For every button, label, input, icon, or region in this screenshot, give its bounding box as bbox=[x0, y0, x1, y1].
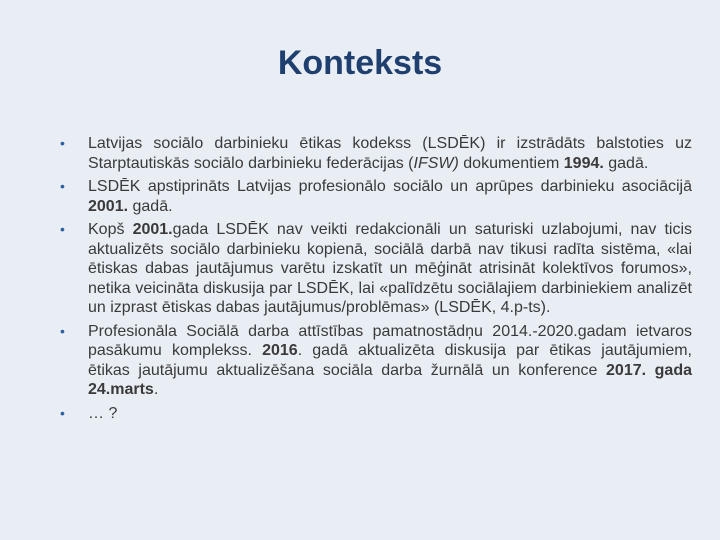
bullet-text: Profesionāla Sociālā darba attīstības pamatnostādņu 2014.-2020.gadam ietvaros pasākumu komplekss. 2016. gadā aktualizēta diskusija par ētikas jautājumiem, ētikas jautājumu aktualizēšana sociāla darba žurnālā un konference 2017. gada 24.marts. bbox=[88, 322, 693, 398]
bullet-dot-icon: • bbox=[60, 135, 65, 151]
bullet-dot-icon: • bbox=[60, 322, 65, 339]
bullet-item bbox=[60, 322, 692, 400]
bullet-list bbox=[60, 134, 692, 427]
bullet-dot-icon: • bbox=[60, 221, 65, 237]
bullet-text: Kopš 2001.gada LSDĒK nav veikti redakcionāli un saturiski uzlabojumi, nav ticis aktualizēts sociālo darbinieku kopienā, sociālā darbā nav tikusi radīta sistēma, «lai ētiskas dabas jautājumus varētu izskatīt un mēģināt atrisināt kolektīvos forumos», netika veicināta diskusija par LSDĒK, lai «palīdzētu sociālajiem darbiniekiem analizēt un izprast ētiskas dabas jautājumus/problēmas» (LSDĒK, 4.p-ts). bbox=[88, 221, 692, 316]
bullet-item bbox=[60, 404, 692, 424]
bullet-text: … ? bbox=[88, 404, 118, 422]
slide-title: Konteksts bbox=[277, 44, 443, 82]
bullet-dot-icon: • bbox=[60, 404, 65, 421]
bullet-item bbox=[60, 177, 692, 216]
bullet-text: Latvijas sociālo darbinieku ētikas kodekss (LSDĒK) ir izstrādāts balstoties uz Starptautiskās sociālo darbinieku federācijas (IFSW) dokumentiem 1994. gadā. bbox=[88, 135, 692, 172]
bullet-item bbox=[60, 134, 692, 173]
bullet-text: LSDĒK apstiprināts Latvijas profesionālo sociālo un aprūpes darbinieku asociācijā 2001. gadā. bbox=[88, 178, 692, 215]
bullet-dot-icon: • bbox=[60, 178, 65, 194]
bullet-item bbox=[60, 220, 692, 318]
